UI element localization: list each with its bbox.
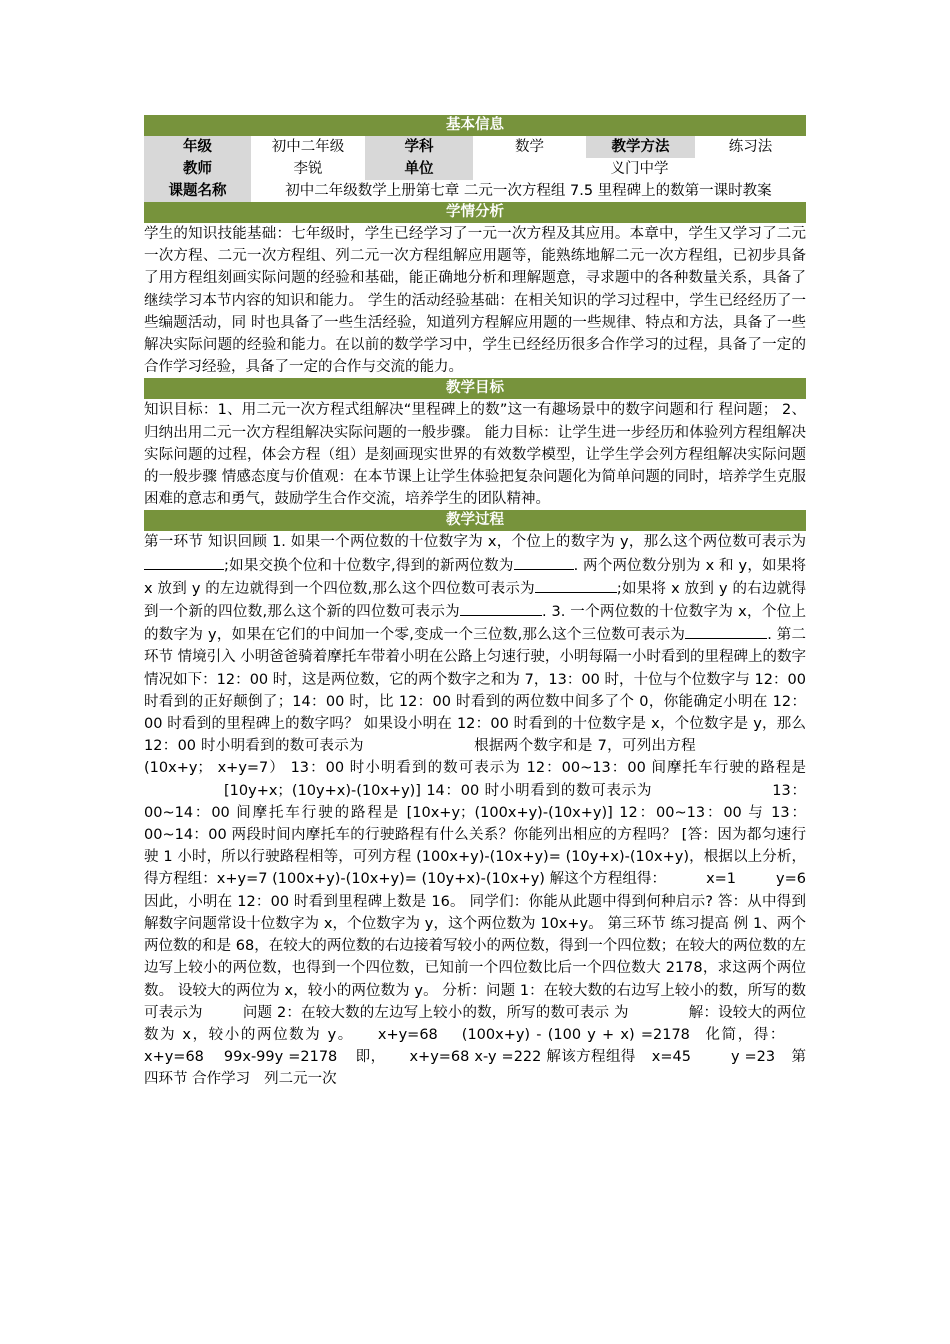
unit-value: 义门中学	[610, 161, 669, 177]
lesson-plan-document	[144, 115, 806, 1091]
process-segment: 第一环节 知识回顾 1. 如果一个两位数的十位数字为 x，个位上的数字为 y，那么这个两位数可表示为	[144, 534, 806, 551]
process-segment: ;如果交换个位和十位数字,得到的新两位数为	[224, 557, 514, 574]
answer-blank	[144, 554, 224, 570]
process-segment: . 3. 一个两位数的十位数字为 x，个位上的数字为 y，如果在它们的中间加一个零,变成一个三位数,那么这个三位数可表示为	[144, 604, 806, 644]
process-segment: 即，	[355, 1049, 386, 1066]
process-segment: 99x-99y =2178	[223, 1049, 338, 1066]
process-segment: x+y=68	[409, 1049, 470, 1066]
answer-blank	[535, 577, 617, 593]
process-segment: [10y+x；(10y+x)-(10x+y)]	[224, 782, 421, 799]
process-segment: x=1	[706, 871, 737, 888]
process-segment: 12：00~13：00 间摩托车行驶的路程是	[526, 760, 807, 777]
process-segment: 列二元一次	[264, 1071, 337, 1088]
goals-text: 知识目标：1、用二元一次方程式组解决“里程碑上的数”这一有趣场景中的数字问题和行 程问题； 2、归纳出用二元一次方程组解决实际问题的一般步骤。 能力目标：让学生进一步经历和体验列方程组解决实际问题的过程，体会方程（组）是刻画现实世界的有效数学模型，让学生学会列方程组解决实际问题的一般步骤 情感态度与价值观：在本节课上让学生体验把复杂问题化为简单问题的同时，培养学生克服困难的意志和勇气，鼓励学生合作交流，培养学生的团队精神。	[144, 402, 806, 508]
process-segment: x+y=68	[377, 1026, 438, 1043]
process-segment: x=45	[651, 1049, 691, 1066]
basic-info-row-3	[144, 180, 806, 202]
teacher-value: 李锐	[293, 161, 323, 177]
process-segment: 解：设较大的两位数为 x，较小的两位数为 y。	[144, 1004, 806, 1043]
process-segment: (10x+y； x+y=7）	[144, 760, 285, 777]
process-segment: 因此，小明在 12：00 时看到里程碑上数是 16。 同学们：你能从此题中得到何种启示? 答：从中得到解数字问题常设十位数字为 x，个位数字为 y，这个两位数为 10x+y。 第三环节 练习提高 例 1、两个两位数的和是 68，在较大的两位数的右边接着写较小的两位数，得到一个四位数；在较大的两位数的左边写上较小的两位数，也得到一个四位数，已知前一个四位数比后一个四位数大 2178，求这两个两位数。 设较大的两位为 x，较小的两位数为 y。 分析：问题 1：在较大数的右边写上较小的数，所写的数可表示为	[144, 893, 806, 1021]
grade-label: 年级	[144, 136, 251, 158]
process-text	[144, 531, 806, 1090]
process-segment: 13：00~14：00 间摩托车行驶的路程是 [10x+y；(100x+y)-(10x+y)] 12：00~13：00 与 13：00~14：00 两段时间内摩托车的行驶路程有什么关系？你能列出相应的方程吗？ [答：因为都匀速行驶 1 小时，所以行驶路程相等，可列方程 (100x+y)-(10x+y)= (10y+x)-(10x+y)，根据以上分析，得方程组：x+y=7 (100x+y)-(10x+y)= (10y+x)-(10x+y) 解这个方程组得：	[144, 782, 806, 888]
answer-blank	[685, 623, 767, 639]
analysis-header: 学情分析	[144, 202, 806, 223]
unit-label: 单位	[365, 158, 473, 180]
grade-value: 初中二年级	[271, 139, 345, 155]
lesson-title-value: 初中二年级数学上册第七章 二元一次方程组 7.5 里程碑上的数第一课时教案	[285, 183, 772, 199]
process-segment: 14：00 时小明看到的数可表示为	[426, 782, 653, 799]
process-segment: ;如果将 x 放到 y 的右边就得到一个新的四位数,那么这个新的四位数可表示为	[144, 580, 806, 621]
answer-blank	[514, 554, 574, 570]
basic-info-row-2	[144, 158, 806, 180]
teacher-label: 教师	[144, 158, 251, 180]
lesson-title-label: 课题名称	[144, 180, 251, 202]
process-segment: 问题 2：在较大数的左边写上较小的数，所写的数可表示 为	[242, 1004, 629, 1021]
subject-value: 数学	[515, 139, 544, 155]
goals-header: 教学目标	[144, 378, 806, 399]
process-segment: 13：00 时小明看到的数可表示为	[290, 760, 521, 777]
process-segment: 根据两个数字和是 7，可列出方程	[473, 738, 696, 755]
method-label: 教学方法	[586, 136, 695, 158]
analysis-text: 学生的知识技能基础：七年级时，学生已经学习了一元一次方程及其应用。本章中，学生又学习了二元一次方程、二元一次方程组、列二元一次方程组解应用题等，能熟练地解二元一次方程组，已初步具备了用方程组刻画实际问题的经验和基础，能正确地分析和理解题意，寻求题中的各种数量关系，具备了继续学习本节内容的知识和能力。 学生的活动经验基础：在相关知识的学习过程中，学生已经经历了一些编题活动，同 时也具备了一些生活经验，知道列方程解应用题的一些规律、特点和方法，具备了一些解决实际问题的经验和能力。在以前的数学学习中，学生已经经历很多合作学习的过程，具备了一定的合作学习经验，具备了一定的合作与交流的能力。	[144, 226, 806, 376]
process-segment: x-y =222 解该方程组得	[474, 1049, 636, 1066]
process-segment: y=6	[776, 871, 806, 888]
answer-blank	[460, 600, 542, 616]
basic-info-header: 基本信息	[144, 115, 806, 136]
process-segment: . 两个两位数分别为 x 和 y，如果将 x 放到 y 的左边就得到一个四位数,那么这个四位数可表示为	[144, 557, 806, 597]
subject-label: 学科	[365, 136, 473, 158]
process-segment: (100x+y) - (100 y + x) =2178	[461, 1026, 690, 1043]
process-segment: y =23	[730, 1049, 776, 1066]
process-segment: x+y=68	[144, 1049, 204, 1066]
method-value: 练习法	[728, 139, 773, 155]
process-segment: . 第二环节 情境引入 小明爸爸骑着摩托车带着小明在公路上匀速行驶，小明每隔一小时看到的里程碑上的数字情况如下：12：00 时，这是两位数，它的两个数字之和为 7，13：00 时，十位与个位数字与 12：00 时看到的正好颠倒了；14：00 时，比 12：00 时看到的两位数中间多了个 0，你能确定小明在 12：00 时看到的里程碑上的数字吗？ 如果设小明在 12：00 时看到的十位数字是 x，个位数字是 y，那么 12：00 时小明看到的数可表示为	[144, 627, 807, 755]
basic-info-row-1	[144, 136, 806, 158]
process-segment: 化简，得：	[703, 1026, 787, 1043]
process-header: 教学过程	[144, 510, 806, 531]
process-segment: 第四环节 合作学习	[144, 1049, 807, 1088]
